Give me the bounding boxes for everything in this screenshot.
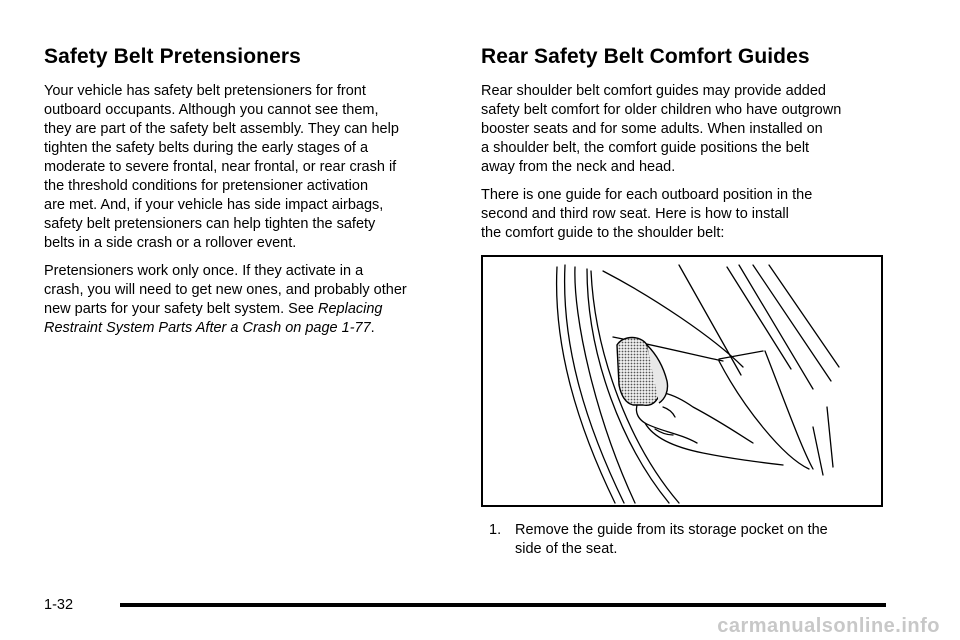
text-line: tighten the safety belts during the early stages of a [44,140,369,156]
finger-crease [663,407,675,417]
hand-outline [645,423,783,465]
text-line: away from the neck and head. [481,159,676,175]
text-line: booster seats and for some adults. When installed on [481,121,823,137]
text-line: second and third row seat. Here is how to install [481,206,789,222]
section-heading-pretensioners: Safety Belt Pretensioners [44,45,301,68]
text-line [44,319,456,338]
text-line: are met. And, if your vehicle has side impact airbags, [44,197,384,213]
text-line: Rear shoulder belt comfort guides may provide added [481,83,826,99]
cross-reference-link-continued[interactable]: Restraint System Parts After a Crash on page 1-77 [44,320,371,336]
footer-rule [120,603,886,607]
text-fragment: new parts for your safety belt system. See [44,301,319,317]
watermark: carmanualsonline.info [717,615,940,637]
text-line: outboard occupants. Although you cannot see them, [44,102,379,118]
page-number: 1-32 [44,597,74,613]
section-heading-comfort-guides: Rear Safety Belt Comfort Guides [481,45,810,68]
comfort-guide-illustration [481,255,883,507]
seat-outline [765,351,813,469]
belt-line [739,265,813,389]
text-fragment: . [370,320,375,336]
comfort-guides-paragraph-2 [481,186,886,243]
comfort-guide-shape [617,338,668,406]
right-column [481,44,886,559]
text-line: side of the seat. [515,541,618,557]
seat-outline [719,351,763,359]
text-line: safety belt comfort for older children who have outgrown [481,102,842,118]
text-line: Pretensioners work only once. If they activate in a [44,263,364,279]
step-text [515,521,828,559]
text-line: the threshold conditions for pretensioner activation [44,178,369,194]
pretensioners-paragraph-1 [44,82,456,253]
text-line: crash, you will need to get new ones, and probably other [44,282,407,298]
text-line: There is one guide for each outboard position in the [481,187,813,203]
seat-outline [719,361,809,469]
belt-line [827,407,833,467]
pillar-line [565,265,624,503]
text-line: moderate to severe frontal, near frontal, or rear crash if [44,159,397,175]
belt-line [813,427,823,475]
cross-reference-link[interactable]: Replacing [318,301,383,317]
text-line: belts in a side crash or a rollover event. [44,235,297,251]
text-line: Remove the guide from its storage pocket on the [515,522,828,538]
comfort-guides-paragraph-1 [481,82,886,177]
belt-line [753,265,831,381]
text-line: the comfort guide to the shoulder belt: [481,225,725,241]
left-column [44,44,456,347]
text-line: safety belt pretensioners can help tighten the safety [44,216,376,232]
instruction-step-1 [489,521,886,559]
comfort-guide-drawing [483,257,881,505]
text-line: they are part of the safety belt assembly. They can help [44,121,399,137]
text-line [44,300,456,319]
pretensioners-paragraph-2 [44,262,456,338]
text-line: Your vehicle has safety belt pretensioners for front [44,83,366,99]
text-line: a shoulder belt, the comfort guide positions the belt [481,140,810,156]
step-number: 1. [489,522,502,538]
